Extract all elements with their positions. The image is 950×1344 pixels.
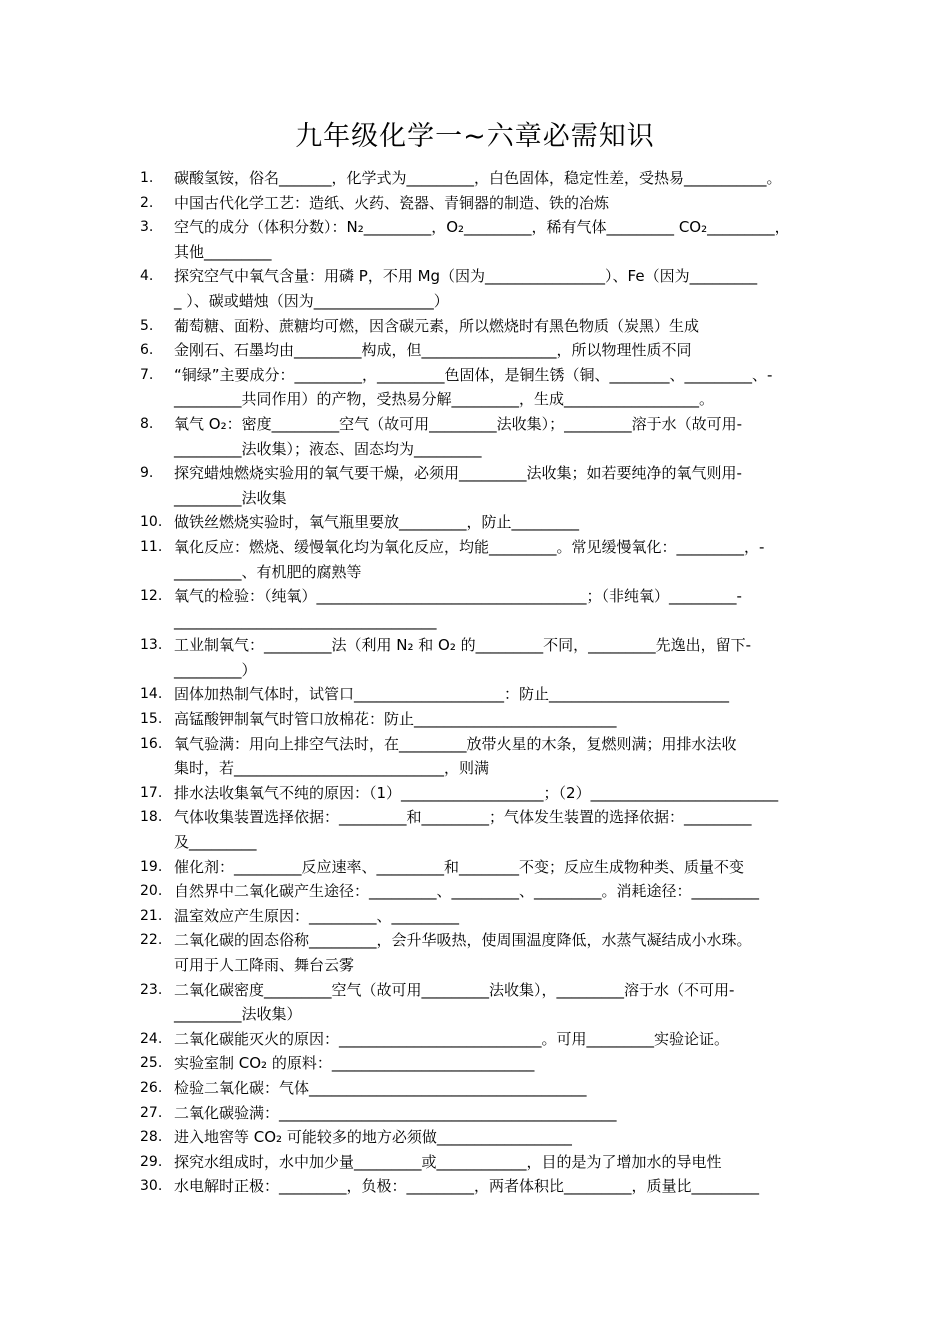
question-text: 探究空气中氧气含量：用磷 P，不用 Mg（因为________________）、Fe（因为_________ _ ）、碳或蜡烛（因为________________） (174, 267, 758, 310)
question-item (140, 633, 820, 682)
question-text: 工业制氧气：_________法（利用 N₂ 和 O₂ 的_________不同，_________先逸出，留下- _________） (174, 636, 752, 679)
question-item (140, 1125, 820, 1150)
question-item (140, 1027, 820, 1052)
question-text: 探究蜡烛燃烧实验用的氧气要干燥，必须用_________法收集；如若要纯净的氧气则用- _________法收集 (174, 464, 742, 507)
question-item (140, 215, 820, 264)
question-item (140, 732, 820, 781)
question-item (140, 1076, 820, 1101)
question-number: 19. (140, 858, 163, 875)
question-item (140, 805, 820, 854)
question-text: 固体加热制气体时，试管口____________________：防止________________________ (174, 685, 730, 704)
page-title: 九年级化学一~六章必需知识 (295, 121, 655, 152)
question-item (140, 166, 820, 191)
question-number: 28. (140, 1129, 163, 1146)
question-text: “铜绿”主要成分：_________，_________色固体，是铜生锈（铜、________、_________、- _________共同作用）的产物，受热易分解_________，生成__________________。 (174, 365, 773, 409)
question-number: 4. (140, 268, 154, 285)
question-number: 23. (140, 981, 163, 998)
question-number: 6. (140, 342, 154, 359)
question-text: 实验室制 CO₂ 的原料：___________________________ (174, 1054, 535, 1073)
question-item (140, 707, 820, 732)
question-list (140, 166, 820, 1199)
question-text: 做铁丝燃烧实验时，氧气瓶里要放_________，防止_________ (174, 513, 580, 532)
question-text: 高锰酸钾制氧气时管口放棉花：防止___________________________ (174, 710, 617, 729)
question-number: 27. (140, 1104, 163, 1121)
question-text: 葡萄糖、面粉、蔗糖均可燃，因含碳元素，所以燃烧时有黑色物质（炭黑）生成 (174, 316, 700, 335)
question-text: 二氧化碳能灭火的原因：___________________________。可用_________实验论证。 (174, 1029, 730, 1048)
question-item (140, 535, 820, 584)
question-number: 20. (140, 883, 163, 900)
question-text: 氧气 O₂：密度_________空气（故可用_________法收集）；_________溶于水（故可用- _________法收集）；液态、固态均为_________ (174, 414, 743, 458)
question-text: 中国古代化学工艺：造纸、火药、瓷器、青铜器的制造、铁的冶炼 (174, 193, 610, 212)
question-text: 水电解时正极：_________，负极：_________，两者体积比_________，质量比_________ (174, 1177, 760, 1196)
question-text: 氧气验满：用向上排空气法时，在_________放带火星的木条，复燃则满；用排水法收 集时，若____________________________，则满 (174, 734, 737, 778)
question-text: 催化剂：_________反应速率、_________和________不变；反应生成物种类、质量不变 (174, 857, 745, 876)
question-number: 18. (140, 809, 163, 826)
question-item (140, 191, 820, 216)
question-number: 1. (140, 170, 154, 186)
question-number: 16. (140, 735, 163, 752)
question-number: 26. (140, 1079, 163, 1096)
question-item (140, 584, 820, 633)
question-item (140, 1174, 820, 1199)
question-text: 检验二氧化碳：气体_____________________________________ (174, 1078, 587, 1097)
question-number: 22. (140, 932, 163, 949)
question-item (140, 363, 820, 412)
question-number: 30. (140, 1178, 163, 1195)
question-number: 9. (140, 465, 154, 482)
question-item (140, 264, 820, 313)
question-item (140, 1150, 820, 1175)
question-text: 温室效应产生原因：_________、_________ (174, 906, 460, 925)
question-text: 气体收集装置选择依据：_________和_________；气体发生装置的选择依据：_________ 及_________ (174, 808, 752, 852)
question-text: 自然界中二氧化碳产生途径：_________、_________、_________。消耗途径：_________ (174, 882, 760, 901)
question-number: 11. (140, 538, 163, 555)
question-number: 14. (140, 686, 163, 703)
question-text: 二氧化碳验满：_____________________________________________ (174, 1103, 617, 1122)
question-item (140, 1101, 820, 1126)
question-number: 7. (140, 366, 154, 383)
question-item (140, 314, 820, 339)
question-number: 2. (140, 194, 154, 211)
question-text: 氧气的检验：（纯氧）____________________________________；（非纯氧）_________- ___________________________________ (174, 587, 742, 630)
question-number: 3. (140, 219, 154, 236)
question-number: 10. (140, 514, 163, 531)
question-item (140, 338, 820, 363)
question-number: 24. (140, 1030, 163, 1047)
question-item (140, 510, 820, 535)
question-item (140, 855, 820, 880)
question-item (140, 781, 820, 806)
question-text: 碳酸氢铵，俗名_______，化学式为_________，白色固体，稳定性差，受热易___________。 (174, 169, 782, 187)
question-item (140, 461, 820, 510)
question-text: 二氧化碳密度_________空气（故可用_________法收集），_________溶于水（不可用- _________法收集） (174, 980, 735, 1024)
question-item (140, 1051, 820, 1076)
question-text: 氧化反应：燃烧、缓慢氧化均为氧化反应，均能_________。常见缓慢氧化：_________，- _________、有机肥的腐熟等 (174, 537, 765, 581)
question-text: 金刚石、石墨均由_________构成，但__________________，所以物理性质不同 (174, 341, 692, 360)
question-item (140, 904, 820, 929)
question-number: 25. (140, 1055, 163, 1072)
question-number: 17. (140, 784, 163, 801)
question-text: 空气的成分（体积分数）：N₂_________，O₂_________，稀有气体_________ CO₂_________， 其他_________ (174, 218, 790, 261)
question-number: 5. (140, 317, 154, 334)
question-number: 13. (140, 637, 163, 654)
question-text: 进入地窖等 CO₂ 可能较多的地方必须做__________________ (174, 1128, 572, 1147)
question-item (140, 978, 820, 1027)
question-number: 15. (140, 711, 163, 728)
question-number: 29. (140, 1153, 163, 1170)
question-item (140, 928, 820, 977)
question-text: 二氧化碳的固态俗称_________，会升华吸热，使周围温度降低，水蒸气凝结成小水珠。 可用于人工降雨、舞台云雾 (174, 931, 752, 974)
question-number: 21. (140, 907, 163, 924)
question-number: 12. (140, 588, 163, 605)
question-item (140, 879, 820, 904)
question-item (140, 682, 820, 707)
question-text: 探究水组成时，水中加少量_________或____________，目的是为了增加水的导电性 (174, 1152, 722, 1171)
question-number: 8. (140, 415, 154, 432)
question-item (140, 412, 820, 461)
question-text: 排水法收集氧气不纯的原因：（1）___________________；（2）_________________________ (174, 783, 779, 802)
